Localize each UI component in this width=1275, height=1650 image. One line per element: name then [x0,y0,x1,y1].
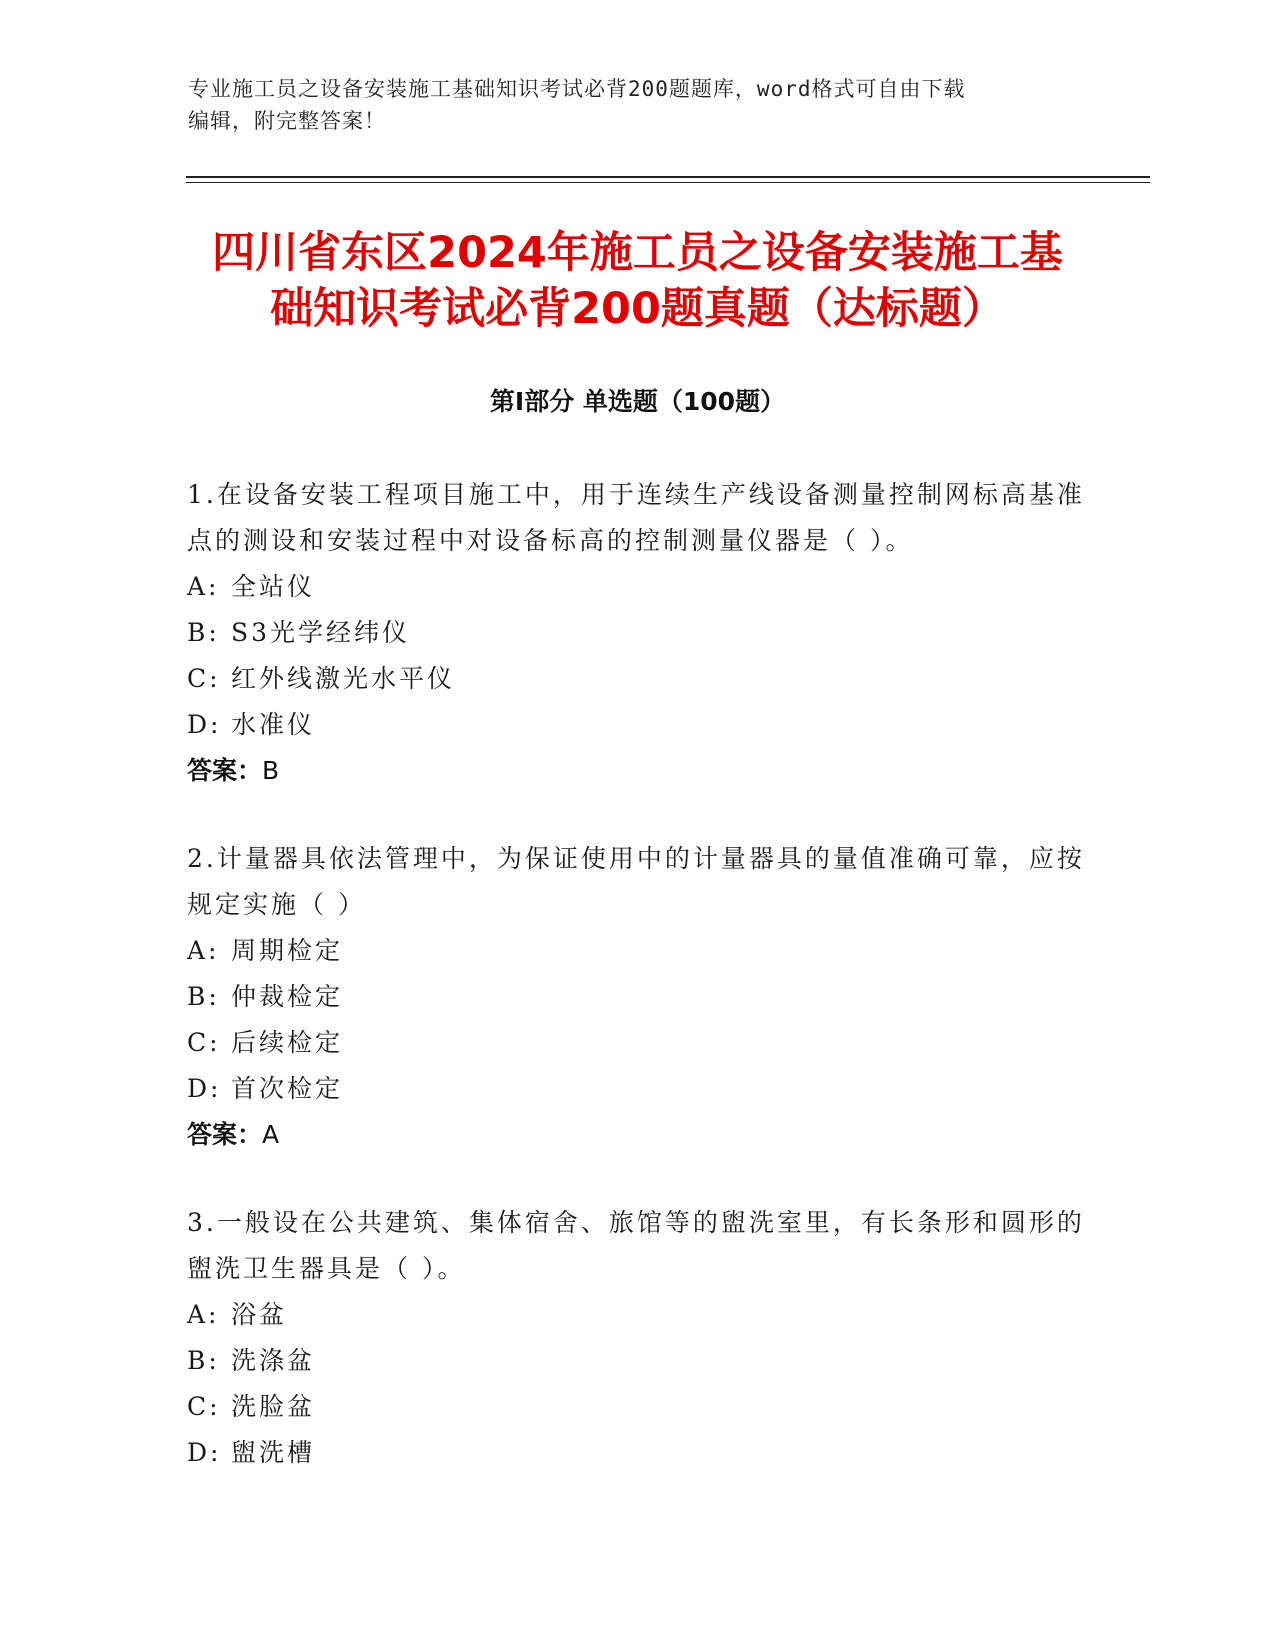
option-text: 浴盆 [231,1300,288,1329]
answer-value: B [262,756,280,785]
option-text: 洗涤盆 [231,1346,316,1375]
option-d [187,1066,1087,1112]
option-text: 后续检定 [231,1028,344,1057]
option-letter: C: [187,664,221,693]
option-letter: B: [187,618,220,647]
answer-line [187,1112,1087,1158]
option-a [187,928,1087,974]
option-b [187,1338,1087,1384]
answer-line [187,748,1087,794]
option-text: 周期检定 [231,936,344,965]
question-3 [187,1200,1087,1476]
option-c [187,656,1087,702]
document-title-line-1: 四川省东区2024年施工员之设备安装施工基 [212,228,1063,278]
header-note-line-1: 专业施工员之设备安装施工基础知识考试必背200题题库，word格式可自由下载 [188,77,966,101]
option-a [187,564,1087,610]
option-d [187,702,1087,748]
option-text: 仲裁检定 [231,982,344,1011]
option-letter: B: [187,982,220,1011]
question-1 [187,472,1087,794]
header-note-line-2: 编辑，附完整答案！ [188,109,386,133]
question-stem: 2.计量器具依法管理中，为保证使用中的计量器具的量值准确可靠，应按规定实施（ ） [187,844,1085,919]
option-a [187,1292,1087,1338]
option-text: 水准仪 [231,710,316,739]
option-letter: A: [187,936,220,965]
option-text: S3光学经纬仪 [231,618,411,647]
section-heading: 第Ⅰ部分 单选题（100题） [489,387,786,416]
question-list [187,472,1087,1518]
option-letter: A: [187,572,220,601]
option-text: 首次检定 [231,1074,344,1103]
question-2 [187,836,1087,1158]
option-letter: B: [187,1346,220,1375]
header-rule-thick [186,176,1150,178]
option-text: 盥洗槽 [231,1438,316,1467]
document-title [150,225,1125,337]
option-b [187,974,1087,1020]
option-text: 洗脸盆 [231,1392,316,1421]
option-letter: D: [187,710,222,739]
option-letter: D: [187,1438,222,1467]
header-note [188,73,1088,137]
document-title-line-2: 础知识考试必背200题真题（达标题） [270,284,1005,334]
option-d [187,1430,1087,1476]
option-b [187,610,1087,656]
answer-label: 答案： [187,756,263,785]
option-letter: D: [187,1074,222,1103]
question-stem: 1.在设备安装工程项目施工中，用于连续生产线设备测量控制网标高基准点的测设和安装过程中对设备标高的控制测量仪器是（ ）。 [187,480,1085,555]
option-c [187,1384,1087,1430]
answer-value: A [262,1120,280,1149]
header-rule-thin [186,182,1150,183]
question-stem: 3.一般设在公共建筑、集体宿舍、旅馆等的盥洗室里，有长条形和圆形的盥洗卫生器具是（ ）。 [187,1208,1085,1283]
answer-label: 答案： [187,1120,263,1149]
option-text: 全站仪 [231,572,316,601]
option-letter: A: [187,1300,220,1329]
option-letter: C: [187,1392,221,1421]
option-letter: C: [187,1028,221,1057]
option-text: 红外线激光水平仪 [231,664,456,693]
option-c [187,1020,1087,1066]
